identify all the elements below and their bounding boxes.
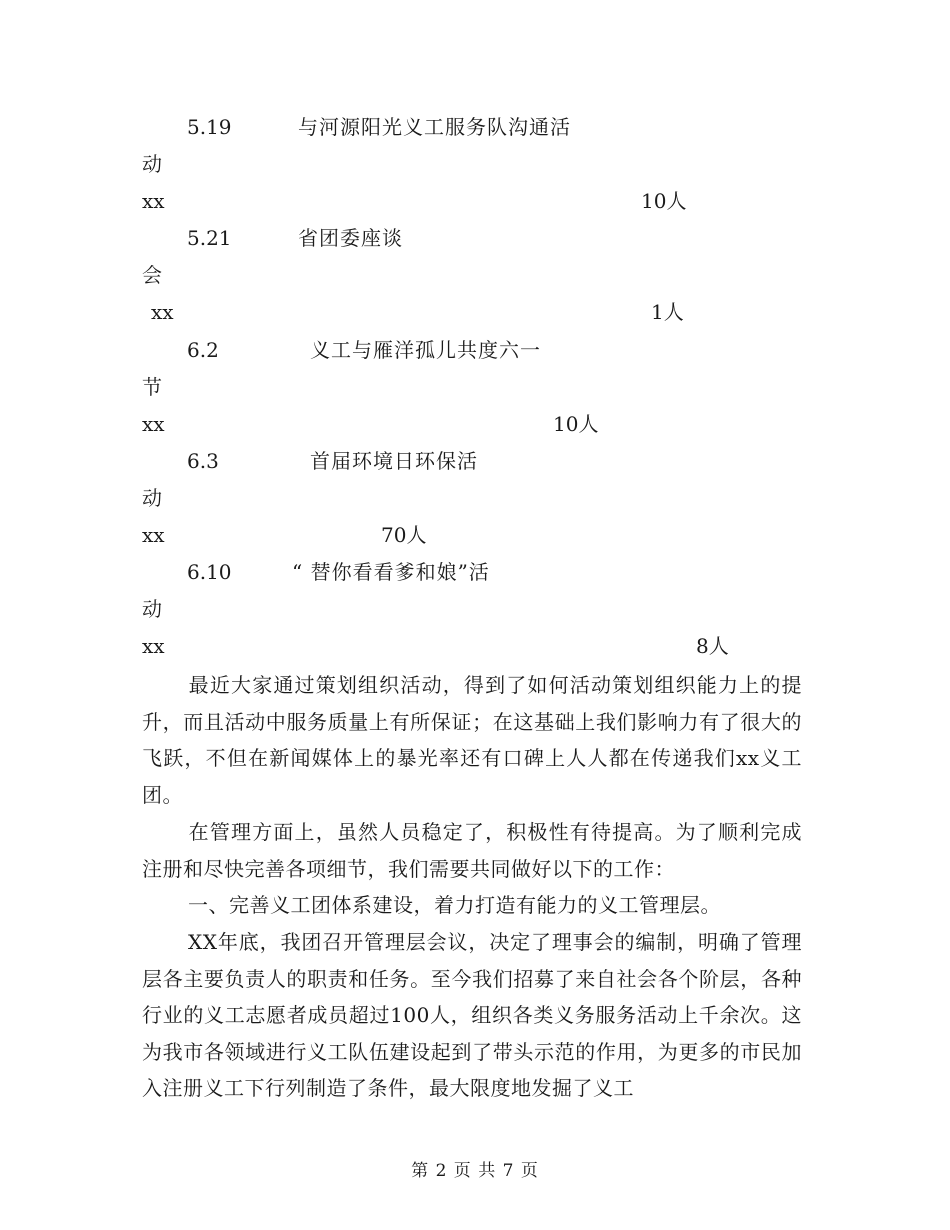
- section-heading-1: [142, 887, 802, 924]
- body-paragraph-2: [142, 814, 802, 887]
- entry-count: 8人: [696, 634, 729, 658]
- entry-title-wrap: 节: [142, 375, 162, 399]
- body-paragraph-1: [142, 667, 802, 813]
- entry-count: 1人: [651, 300, 684, 324]
- entry-date: 6.10: [187, 560, 232, 584]
- body-paragraph-3: [142, 924, 802, 1107]
- entry-count: 10人: [553, 412, 599, 436]
- entry-title: 义工与雁洋孤儿共度六一: [310, 338, 541, 362]
- paragraph-text: 一、完善义工团体系建设，着力打造有能力的义工管理层。: [188, 893, 721, 917]
- entry-title: “ 替你看看爹和娘”活: [292, 560, 490, 584]
- entry-date: 6.3: [187, 449, 219, 473]
- entry-org: xx: [142, 523, 165, 547]
- entry-title: 首届环境日环保活: [310, 449, 478, 473]
- entry-org: xx: [142, 412, 165, 436]
- entry-org: xx: [151, 300, 174, 324]
- entry-title-wrap: 动: [142, 486, 162, 510]
- entry-title-wrap: 动: [142, 152, 162, 176]
- paragraph-text: XX年底，我团召开管理层会议，决定了理事会的编制，明确了管理层各主要负责人的职责和任务。至今我们招募了来自社会各个阶层，各种行业的义工志愿者成员超过100人，组织各类义务服务活动上千余次。这为我市各领域进行义工队伍建设起到了带头示范的作用，为更多的市民加入注册义工下行列制造了条件，最大限度地发掘了义工: [142, 930, 802, 1100]
- entry-date: 6.2: [187, 338, 219, 362]
- entry-date: 5.19: [187, 115, 232, 139]
- entry-title-wrap: 会: [142, 263, 162, 287]
- paragraph-text: 最近大家通过策划组织活动，得到了如何活动策划组织能力上的提升，而且活动中服务质量上有所保证；在这基础上我们影响力有了很大的飞跃，不但在新闻媒体上的暴光率还有口碑上人人都在传递我们xx义工团。: [142, 673, 802, 807]
- entry-count: 70人: [381, 523, 427, 547]
- entry-title: 省团委座谈: [298, 226, 403, 250]
- entry-title: 与河源阳光义工服务队沟通活: [298, 115, 571, 139]
- entry-title-wrap: 动: [142, 597, 162, 621]
- page-footer: 第 2 页 共 7 页: [411, 1161, 539, 1181]
- entry-count: 10人: [641, 189, 687, 213]
- entry-org: xx: [142, 634, 165, 658]
- entry-org: xx: [142, 189, 165, 213]
- entry-date: 5.21: [187, 226, 232, 250]
- paragraph-text: 在管理方面上，虽然人员稳定了，积极性有待提高。为了顺利完成注册和尽快完善各项细节，我们需要共同做好以下的工作：: [142, 820, 802, 881]
